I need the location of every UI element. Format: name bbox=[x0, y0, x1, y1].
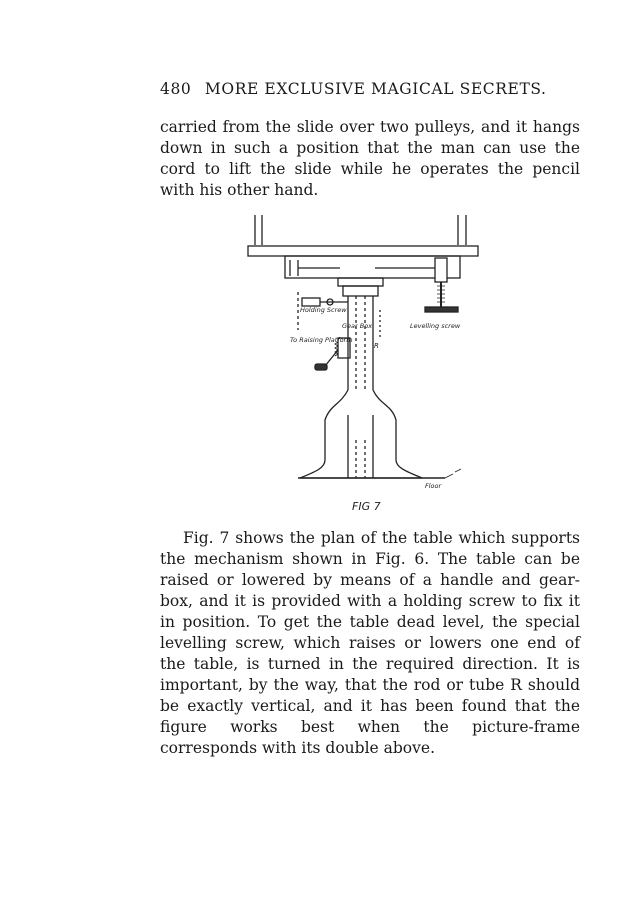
table-mechanism-diagram bbox=[230, 210, 500, 515]
running-title: MORE EXCLUSIVE MAGICAL SECRETS. bbox=[204, 80, 547, 98]
crank-arm bbox=[325, 350, 338, 366]
paragraph-continued: carried from the slide over two pulleys, and it hangs down in such a position that the man can use the cord to lift the slide while he operates the pencil with his other hand. bbox=[160, 118, 580, 199]
table-underframe bbox=[285, 256, 460, 278]
floor-marks bbox=[445, 469, 461, 478]
levelling-screw-handle bbox=[425, 307, 458, 312]
crank-handle bbox=[315, 364, 327, 370]
rod-collar bbox=[338, 278, 383, 286]
holding-screw-block bbox=[302, 298, 320, 306]
running-header bbox=[160, 80, 580, 98]
raising-platform-label: To Raising Platform bbox=[290, 336, 353, 344]
page-number: 480 bbox=[160, 80, 192, 98]
holding-screw-label: Holding Screw bbox=[300, 306, 347, 314]
rod-letter-label: R bbox=[374, 342, 379, 350]
rod-collar-lower bbox=[343, 286, 378, 296]
figure-7 bbox=[230, 210, 500, 515]
levelling-screw-housing bbox=[435, 258, 447, 282]
paragraph-fig7-description: Fig. 7 shows the plan of the table which supports the mechanism shown in Fig. 6. The table can be raised or lowered by means of a handle and gear-box, and it is provided with a holding screw to fix it in position. To get the table dead level, the special levelling screw, which raises or lowers one end of the table, is turned in the required direction. It is important, by the way, that the rod or tube R should be exactly vertical, and it has been found that the figure works best when the picture-frame corresponds with its double above. bbox=[160, 529, 580, 757]
floor-label: Floor bbox=[425, 482, 442, 490]
levelling-screw-label: Levelling screw bbox=[410, 322, 461, 330]
figure-caption: FIG 7 bbox=[352, 500, 381, 513]
pedestal-left-curve bbox=[300, 390, 348, 478]
pedestal-right-curve bbox=[373, 390, 422, 478]
gear-box-label: Gear Box bbox=[342, 322, 373, 330]
table-top bbox=[248, 246, 478, 256]
